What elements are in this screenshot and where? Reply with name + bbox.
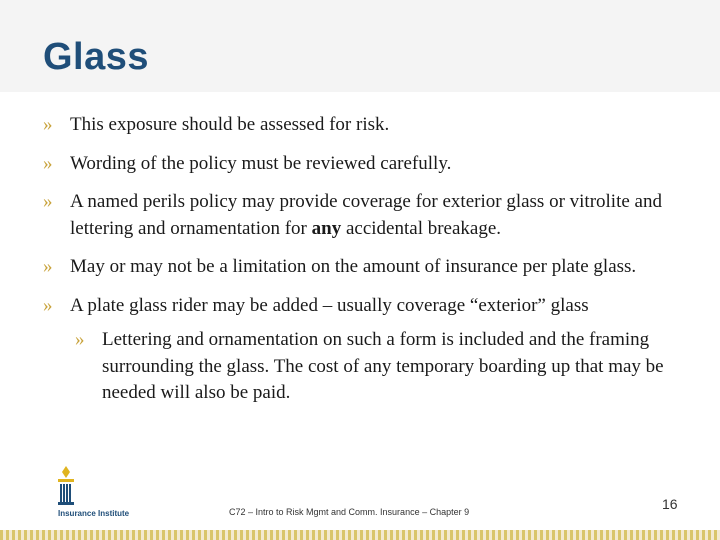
logo-text: Insurance Institute [58, 509, 130, 518]
slide-title: Glass [43, 36, 150, 78]
bullet-item [43, 293, 693, 320]
sub-bullet-item [75, 327, 674, 407]
bullet-text: May or may not be a limitation on the amount of insurance per plate glass. [70, 256, 637, 277]
bullet-text [70, 191, 662, 239]
bullet-text: Wording of the policy must be reviewed carefully. [70, 152, 452, 174]
bullet-text-emphasis: any [311, 217, 342, 239]
bullet-marker: » [43, 114, 53, 135]
bottom-stripe [0, 530, 720, 540]
bullet-marker: » [43, 152, 53, 174]
bullet-marker: » [43, 191, 53, 212]
footer-text: C72 – Intro to Risk Mgmt and Comm. Insurance – Chapter 9 [229, 507, 470, 517]
bullet-text-before: A named perils policy may provide coverage for exterior glass or vitrolite and lettering and ornamentation for [70, 191, 662, 239]
bullet-marker: » [43, 294, 53, 316]
bullet-text-after: accidental breakage. [341, 217, 502, 239]
bullet-item [43, 151, 693, 178]
sub-bullet-text: Lettering and ornamentation on such a form is included and the framing surrounding the glass. The cost of any temporary boarding up that may be needed will also be paid. [102, 329, 664, 403]
bullet-text: A plate glass rider may be added – usually coverage “exterior” glass [70, 294, 589, 316]
bullet-item [43, 254, 693, 281]
page-number: 16 [662, 496, 678, 512]
bullet-marker: » [75, 329, 85, 350]
bullet-text: This exposure should be assessed for risk. [70, 114, 390, 135]
bullet-item [43, 189, 693, 242]
bullet-marker: » [43, 256, 53, 277]
bullet-list [43, 112, 693, 407]
bullet-item [43, 112, 693, 139]
